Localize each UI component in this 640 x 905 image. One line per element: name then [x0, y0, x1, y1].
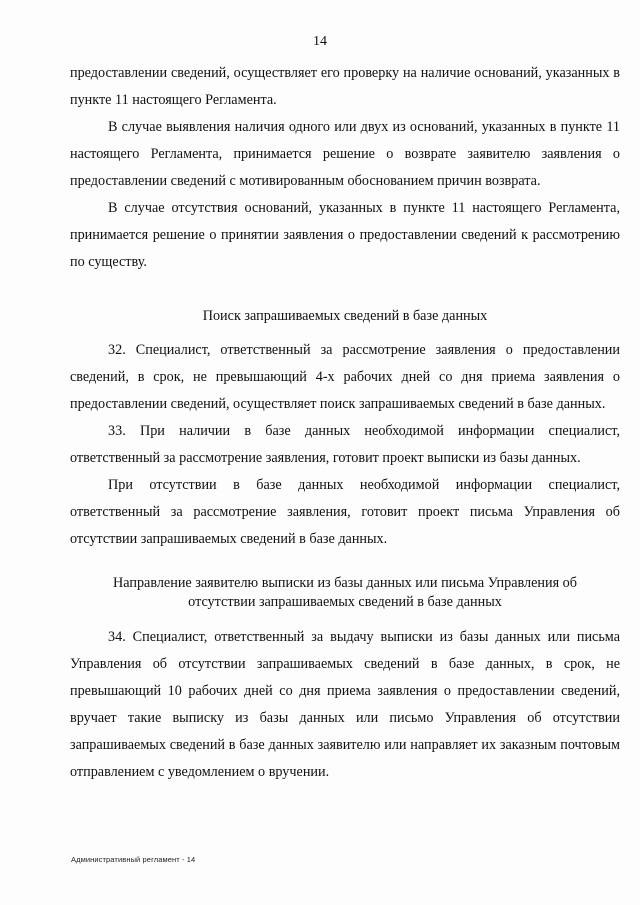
page-number: 14: [313, 34, 327, 49]
section-heading-delivery-line-1: Направление заявителю выписки из базы данных или письма Управления об: [113, 575, 577, 591]
document-body: [70, 60, 620, 786]
section-heading-delivery-line-2: отсутствии запрашиваемых сведений в базе данных: [188, 594, 502, 610]
paragraph-absence: При отсутствии в базе данных необходимой информации специалист, ответственный за рассмотрение заявления, готовит проект письма Управления об отсутствии запрашиваемых сведений в базе данных.: [70, 477, 620, 547]
paragraph-return-decision: В случае выявления наличия одного или двух из оснований, указанных в пункте 11 настоящего Регламента, принимается решение о возврате заявителю заявления о предоставлении сведений с мотивированным обоснованием причин возврата.: [70, 119, 620, 189]
paragraph-accept-decision: В случае отсутствия оснований, указанных в пункте 11 настоящего Регламента, принимается решение о принятии заявления о предоставлении сведений к рассмотрению по существу.: [70, 200, 620, 270]
paragraph-continuation: предоставлении сведений, осуществляет его проверку на наличие оснований, указанных в пункте 11 настоящего Регламента.: [70, 65, 620, 108]
paragraph-34: 34. Специалист, ответственный за выдачу выписки из базы данных или письма Управления об отсутствии запрашиваемых сведений в базе данных, в срок, не превышающий 10 рабочих дней со дня приема заявления о предоставлении сведений, вручает такие выписку из базы данных или письмо Управления об отсутствии запрашиваемых сведений в базе данных заявителю или направляет их заказным почтовым отправлением с уведомлением о вручении.: [70, 629, 620, 780]
paragraph-32: 32. Специалист, ответственный за рассмотрение заявления о предоставлении сведений, в срок, не превышающий 4-х рабочих дней со дня приема заявления о предоставлении сведений, осуществляет поиск запрашиваемых сведений в базе данных.: [70, 342, 620, 412]
page-footer: Административный регламент - 14: [71, 855, 196, 864]
section-heading-delivery: [70, 574, 620, 612]
paragraph-33: 33. При наличии в базе данных необходимой информации специалист, ответственный за рассмотрение заявления, готовит проект выписки из базы данных.: [70, 423, 620, 466]
section-heading-search: Поиск запрашиваемых сведений в базе данных: [202, 308, 488, 324]
